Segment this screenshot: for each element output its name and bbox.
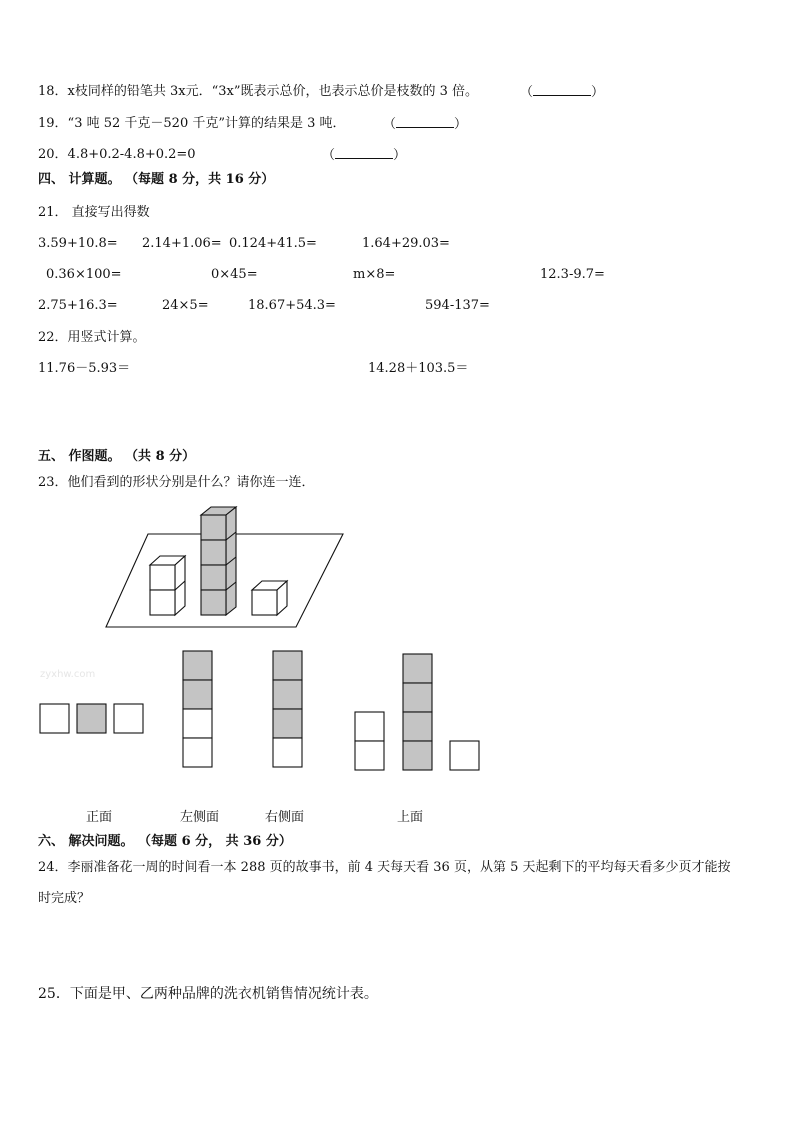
view-shape-1 xyxy=(40,704,143,733)
question-22-title: 22．用竖式计算。 xyxy=(38,330,146,345)
label-right-side: 右侧面 xyxy=(265,810,305,825)
question-20-text: 20．4.8+0.2-4.8+0.2=0 xyxy=(38,147,196,162)
question-24-line-2: 时完成？ xyxy=(38,891,91,906)
label-top: 上面 xyxy=(397,810,424,825)
question-24-line-1: 24．李丽准备花一周的时间看一本 288 页的故事书，前 4 天每天看 36 页，从第 5 天起剩下的平均每天看多少页才能按 xyxy=(38,860,731,875)
section-5-title: 五、 作图题。 （共 8 分） xyxy=(38,449,196,464)
question-21-title: 21． 直接写出得数 xyxy=(38,205,150,220)
calc-item: 2.75+16.3= xyxy=(38,298,118,313)
watermark: zyxhw.com xyxy=(40,669,96,680)
answer-blank-18[interactable]: （ ） xyxy=(520,85,605,100)
answer-blank-20[interactable]: （ ） xyxy=(322,148,407,163)
view-shape-4 xyxy=(355,654,479,770)
cube-stack-right xyxy=(252,581,287,615)
question-25: 25．下面是甲、乙两种品牌的洗衣机销售情况统计表。 xyxy=(38,986,378,1002)
vertical-calc-item: 14.28＋103.5＝ xyxy=(368,361,469,376)
calc-item: 1.64+29.03= xyxy=(362,236,450,251)
calc-item: 594-137= xyxy=(425,298,490,313)
section-6-title: 六、 解决问题。 （每题 6 分， 共 36 分） xyxy=(38,834,292,849)
calc-item: 24×5= xyxy=(162,298,209,313)
calc-item: 0×45= xyxy=(211,267,258,282)
section-4-title: 四、 计算题。 （每题 8 分，共 16 分） xyxy=(38,172,275,187)
calc-item: 12.3-9.7= xyxy=(540,267,605,282)
label-left-side: 左侧面 xyxy=(180,810,220,825)
question-19-text: 19．“3 吨 52 千克－520 千克”计算的结果是 3 吨． xyxy=(38,116,346,131)
cube-stack-left xyxy=(150,556,185,615)
cube-stack-center xyxy=(201,507,236,615)
question-23-title: 23．他们看到的形状分别是什么？请你连一连． xyxy=(38,475,315,490)
calc-item: 2.14+1.06= xyxy=(142,236,222,251)
question-18-text: 18．x枝同样的铅笔共 3x元．“3x”既表示总价，也表示总价是枝数的 3 倍。 xyxy=(38,84,479,99)
vertical-calc-item: 11.76－5.93＝ xyxy=(38,361,131,376)
calc-item: m×8= xyxy=(353,267,396,282)
calc-item: 0.124+41.5= xyxy=(229,236,317,251)
calc-item: 18.67+54.3= xyxy=(248,298,336,313)
answer-blank-19[interactable]: （ ） xyxy=(383,117,468,132)
calc-item: 0.36×100= xyxy=(46,267,122,282)
calc-item: 3.59+10.8= xyxy=(38,236,118,251)
label-front: 正面 xyxy=(86,810,113,825)
view-shape-3 xyxy=(273,651,302,767)
view-shape-2 xyxy=(183,651,212,767)
